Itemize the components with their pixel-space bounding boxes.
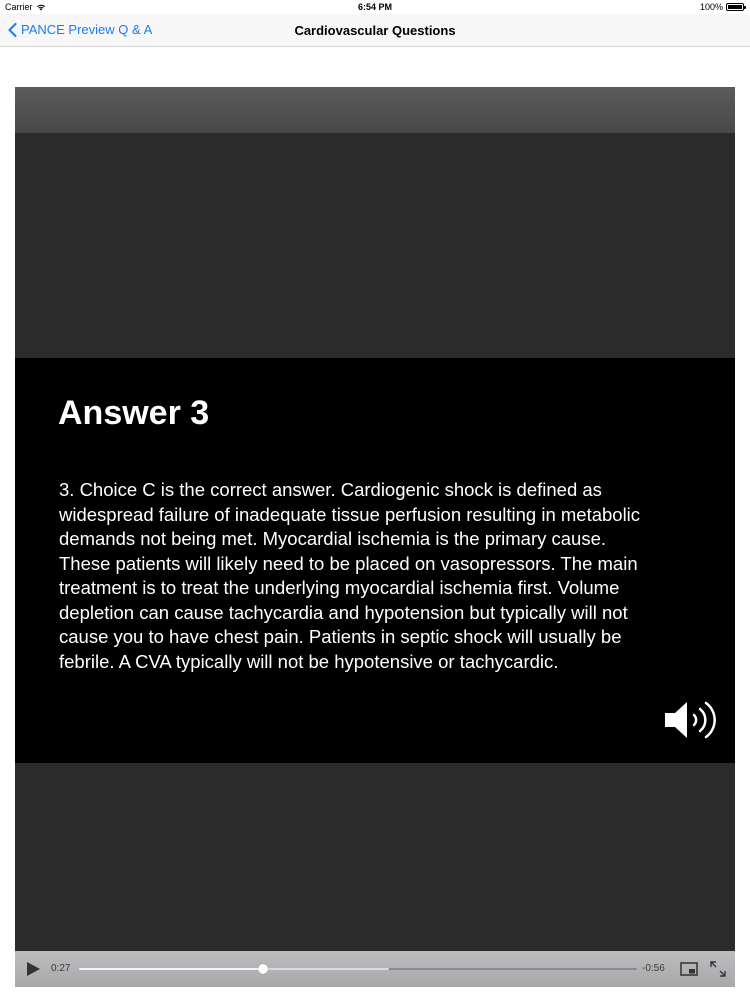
back-button-label: PANCE Preview Q & A xyxy=(21,22,153,37)
status-bar xyxy=(0,0,750,14)
video-top-band xyxy=(15,87,735,133)
video-slide xyxy=(15,358,735,763)
battery-fill xyxy=(728,5,742,9)
scrubber-played xyxy=(79,968,263,970)
scrubber-track[interactable] xyxy=(79,968,637,970)
video-player[interactable] xyxy=(15,87,735,987)
elapsed-time: 0:27 xyxy=(51,963,71,974)
picture-in-picture-button[interactable] xyxy=(680,961,698,977)
carrier-label: Carrier xyxy=(5,2,33,12)
battery-icon xyxy=(726,3,744,11)
battery-group xyxy=(700,2,744,12)
slide-body-text: 3. Choice C is the correct answer. Cardiogenic shock is defined as widespread failure of inadequate tissue perfusion resulting in metabolic demands not being met. Myocardial ischemia is the primary cause. These patients will likely need to be placed on vasopressors. The main treatment is to treat the underlying myocardial ischemia first. Volume depletion can cause tachycardia and hypotension but typically will not cause you to have chest pain. Patients in septic shock will usually be febrile. A CVA typically will not be hypotensive or tachycardic. xyxy=(59,479,641,672)
page-title: Cardiovascular Questions xyxy=(294,23,456,38)
slide-title: Answer 3 xyxy=(58,394,210,432)
fullscreen-button[interactable] xyxy=(709,960,727,978)
battery-percent: 100% xyxy=(699,2,723,12)
navigation-bar xyxy=(0,14,750,47)
speaker-icon xyxy=(663,698,719,742)
playback-controls xyxy=(15,951,735,987)
status-time: 6:54 PM xyxy=(357,2,392,12)
remaining-time: -0:56 xyxy=(642,963,665,974)
scrubber-thumb[interactable] xyxy=(258,964,268,974)
play-button[interactable] xyxy=(25,961,41,977)
